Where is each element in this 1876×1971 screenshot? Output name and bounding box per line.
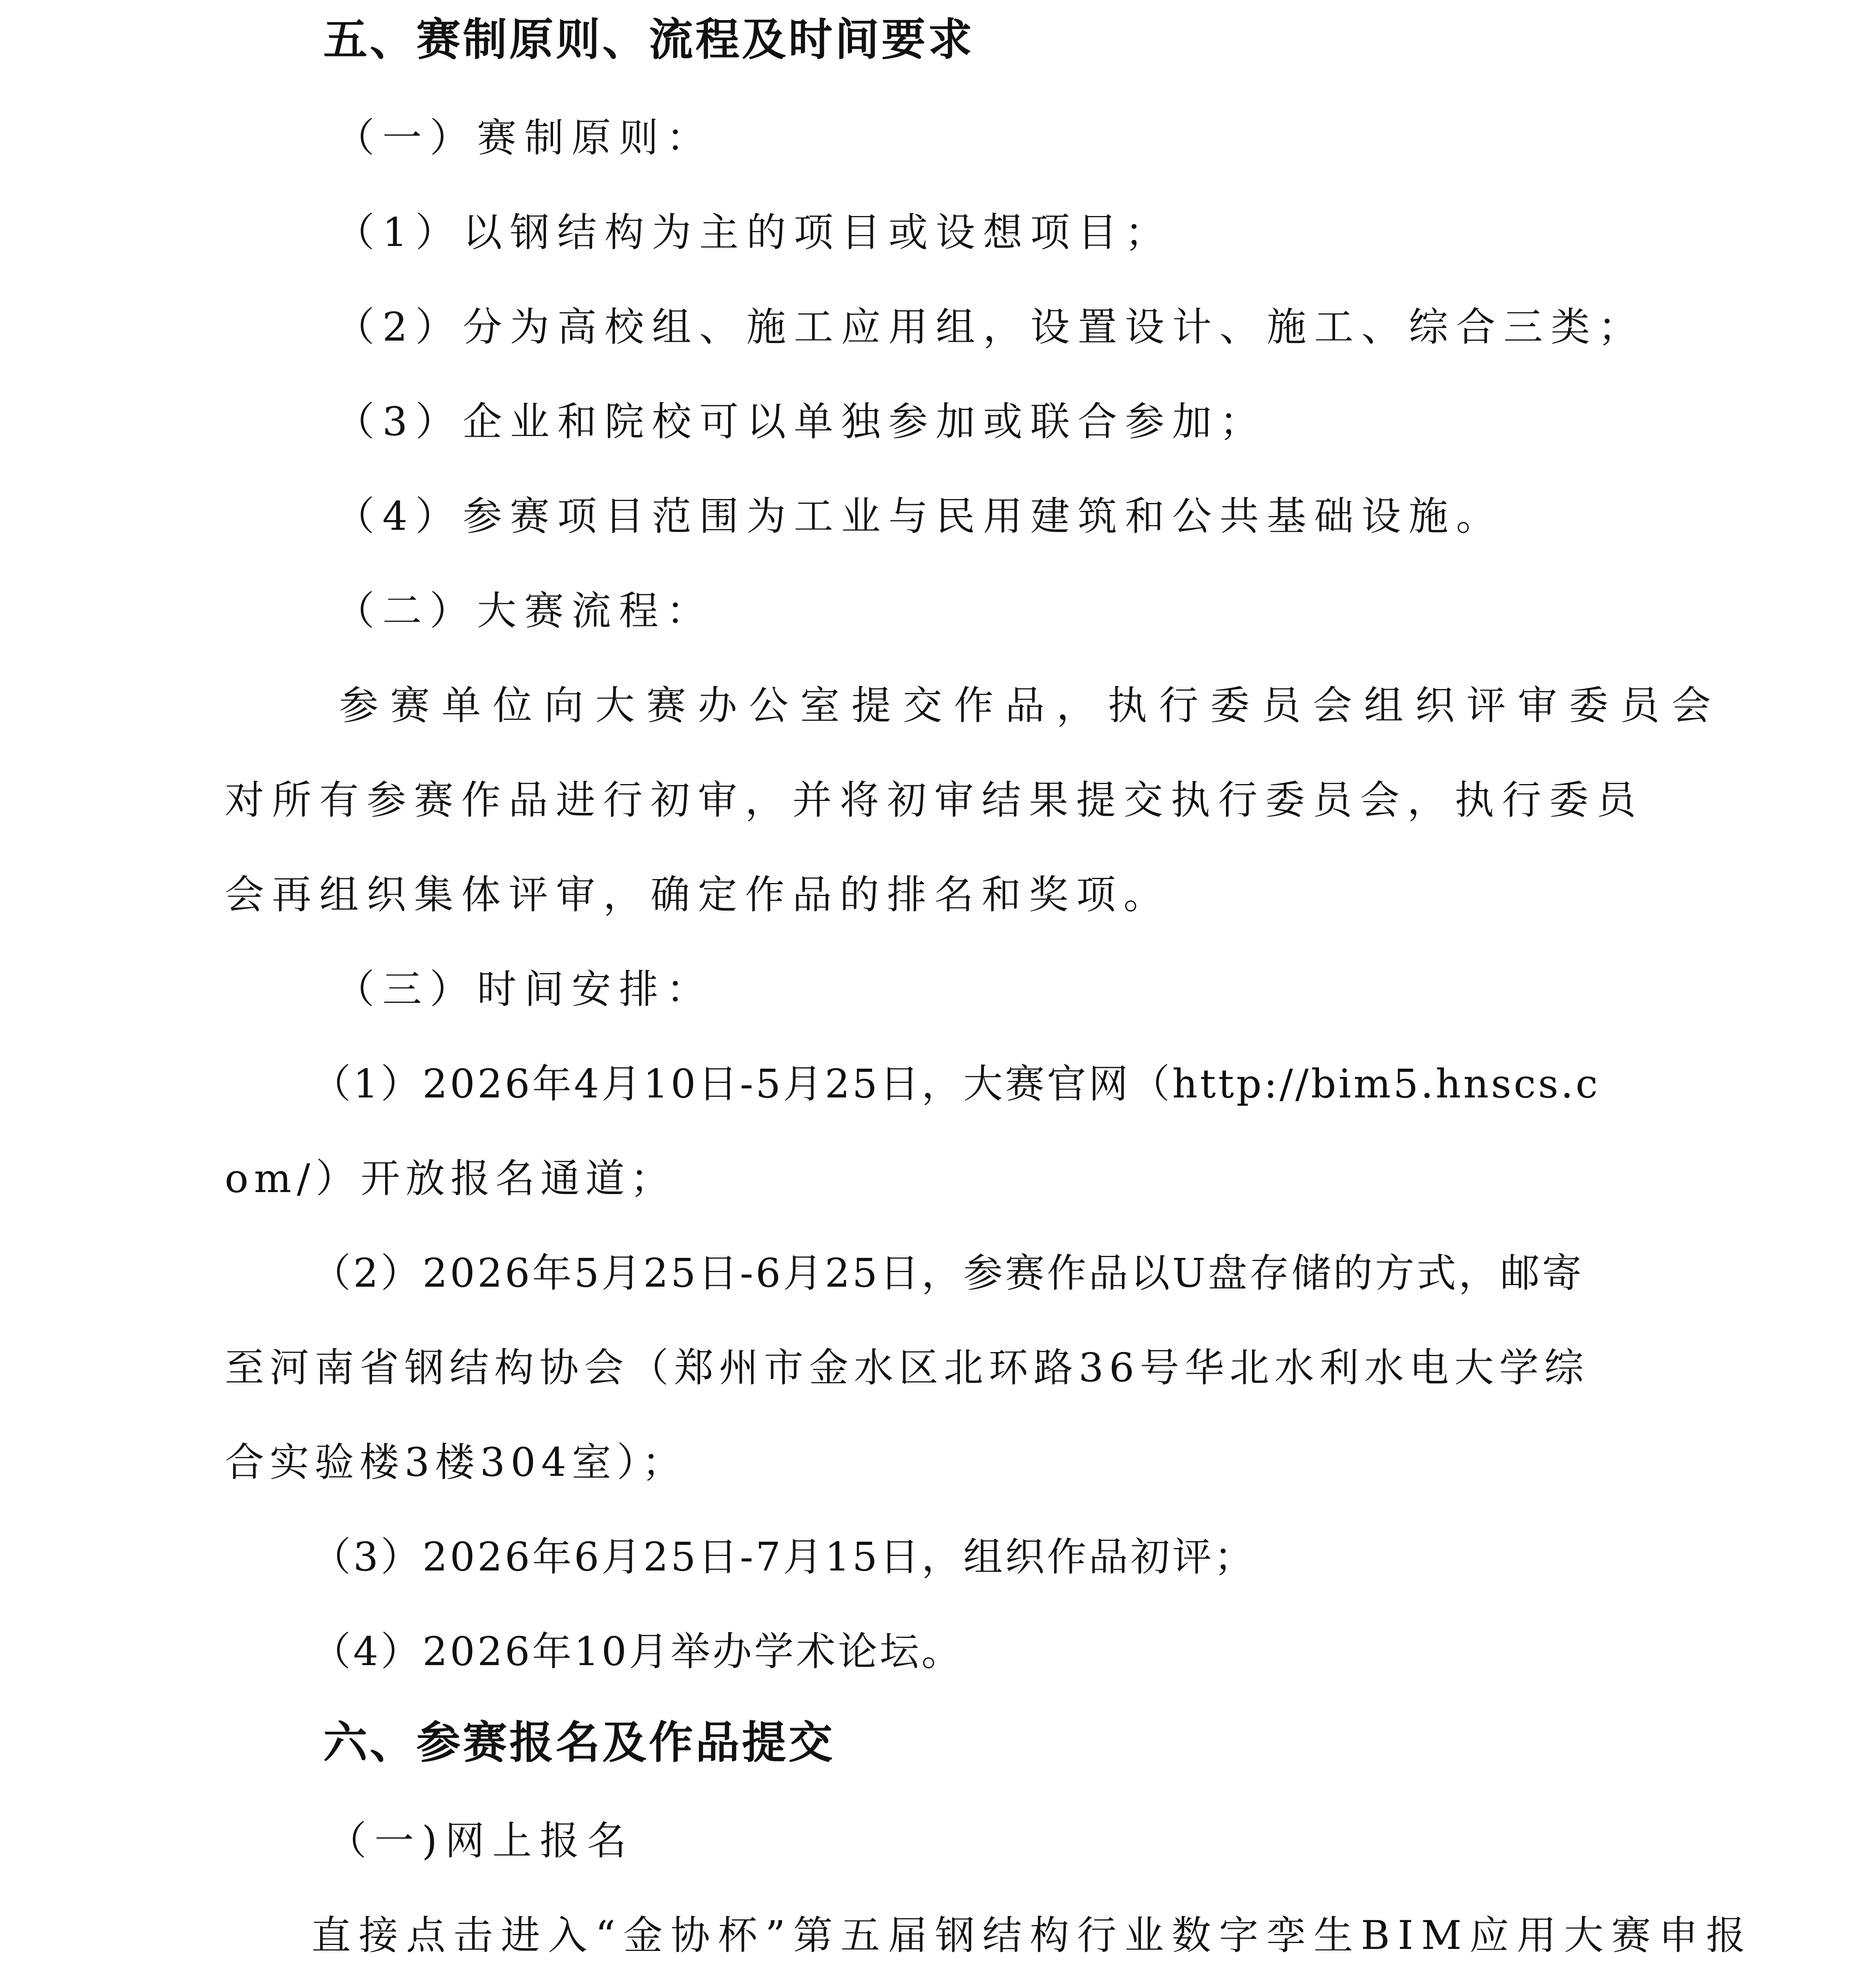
- schedule-item-2-line-1: （2）2026年5月25日-6月25日，参赛作品以U盘存储的方式，邮寄: [311, 1250, 1584, 1296]
- principles-subheading: （一）赛制原则：: [335, 115, 714, 161]
- schedule-item-1-line-1: （1）2026年4月10日-5月25日，大赛官网（http://bim5.hnscs.c: [311, 1061, 1600, 1107]
- principle-item-4: （4）参赛项目范围为工业与民用建筑和公共基础设施。: [335, 493, 1503, 539]
- process-subheading: （二）大赛流程：: [335, 588, 714, 634]
- process-line-3: 会再组织集体评审，确定作品的排名和奖项。: [225, 872, 1171, 918]
- process-line-2: 对所有参赛作品进行初审，并将初审结果提交执行委员会，执行委员: [225, 777, 1644, 823]
- principle-item-3: （3）企业和院校可以单独参加或联合参加；: [335, 399, 1267, 445]
- process-line-1: 参赛单位向大赛办公室提交作品，执行委员会组织评审委员会: [339, 682, 1723, 728]
- schedule-item-4: （4）2026年10月举办学术论坛。: [311, 1628, 963, 1675]
- online-line-1: 直接点击进入“金协杯”第五届钢结构行业数字孪生BIM应用大赛申报: [311, 1912, 1753, 1958]
- schedule-item-2-line-2: 至河南省钢结构协会（郑州市金水区北环路36号华北水利水电大学综: [225, 1345, 1589, 1391]
- principle-item-1: （1）以钢结构为主的项目或设想项目；: [335, 209, 1172, 255]
- schedule-item-2-line-3: 合实验楼3楼304室）；: [225, 1439, 687, 1485]
- section-6-heading: 六、参赛报名及作品提交: [323, 1717, 835, 1768]
- section-5-heading: 五、赛制原则、流程及时间要求: [323, 14, 974, 65]
- online-subheading: （一)网上报名: [327, 1818, 635, 1864]
- schedule-item-3: （3）2026年6月25日-7月15日，组织作品初评；: [311, 1534, 1256, 1580]
- schedule-item-1-line-2: om/）开放报名通道；: [225, 1155, 675, 1202]
- schedule-subheading: （三）时间安排：: [335, 966, 714, 1012]
- principle-item-2: （2）分为高校组、施工应用组，设置设计、施工、综合三类；: [335, 304, 1645, 350]
